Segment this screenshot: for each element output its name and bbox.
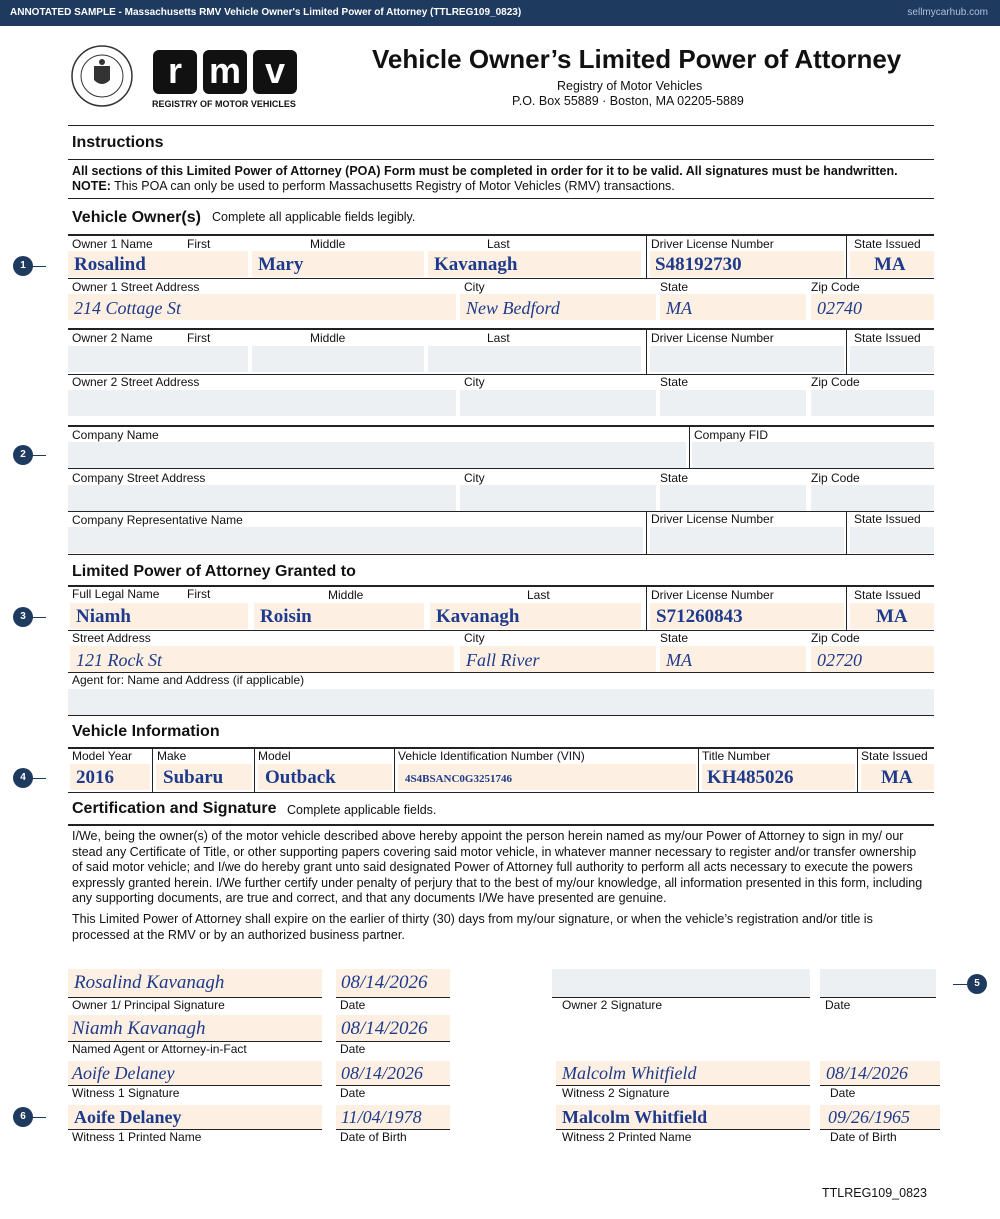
- annotation-banner: [0, 0, 1000, 26]
- instructions-note: [72, 179, 675, 193]
- vehicle-year: 2016: [76, 767, 114, 788]
- rmv-logo-v: v: [253, 50, 297, 94]
- annotation-badge-5: 5: [967, 974, 987, 994]
- owner2-middle-label: Middle: [310, 331, 346, 345]
- vehicle-heading: Vehicle Information: [72, 723, 220, 740]
- witness2-dob: 09/26/1965: [828, 1107, 911, 1127]
- owner2-city-field[interactable]: [460, 390, 656, 416]
- owner1-address-label: Owner 1 Street Address: [72, 280, 200, 294]
- annotation-badge-6: 6: [13, 1107, 33, 1127]
- vehicle-model: Outback: [265, 767, 336, 788]
- grantee-zip-label: Zip Code: [811, 631, 860, 645]
- owner2-last-field[interactable]: [428, 346, 641, 372]
- owner2-middle-field[interactable]: [252, 346, 424, 372]
- vehicle-make: Subaru: [163, 767, 224, 788]
- owner2-signature-label: Owner 2 Signature: [562, 998, 663, 1012]
- company-rep-dl-field[interactable]: [650, 527, 844, 553]
- witness1-signature-date: 08/14/2026: [341, 1063, 424, 1083]
- owner1-city-label: City: [464, 280, 485, 294]
- owner1-state-issued: MA: [874, 254, 906, 275]
- agent-date-label: Date: [340, 1042, 366, 1056]
- grantee-dl: S71260843: [656, 606, 743, 627]
- company-zip-label: Zip Code: [811, 471, 860, 485]
- agent-for-field[interactable]: [68, 689, 934, 715]
- company-rep-state-label: State Issued: [854, 512, 921, 526]
- owner2-signature-field[interactable]: [552, 969, 810, 997]
- grantee-street: 121 Rock St: [76, 650, 162, 670]
- owner2-first-label: First: [187, 331, 211, 345]
- grantee-first-label: First: [187, 587, 211, 601]
- grantee-street-label: Street Address: [72, 631, 151, 645]
- agency-name: Registry of Motor Vehicles: [557, 79, 703, 93]
- owner1-name-label: Owner 1 Name: [72, 237, 153, 251]
- grantee-last: Kavanagh: [436, 606, 520, 627]
- witness1-name-label: Witness 1 Printed Name: [72, 1130, 202, 1144]
- company-street-field[interactable]: [68, 485, 456, 511]
- owner1-dl-label: Driver License Number: [651, 237, 774, 251]
- company-name-field[interactable]: [68, 442, 686, 468]
- witness2-signature: Malcolm Whitfield: [562, 1063, 697, 1083]
- owner2-last-label: Last: [487, 331, 510, 345]
- grantee-state-issued-label: State Issued: [854, 588, 921, 602]
- owner2-first-field[interactable]: [68, 346, 248, 372]
- vehicle-make-label: Make: [157, 749, 187, 763]
- owner1-zip: 02740: [817, 298, 862, 318]
- grantee-city: Fall River: [466, 650, 540, 670]
- owner1-city: New Bedford: [466, 298, 560, 318]
- witness1-dob-label: Date of Birth: [340, 1130, 407, 1144]
- owner1-signature-date: 08/14/2026: [341, 972, 428, 993]
- owner2-date-label: Date: [825, 998, 851, 1012]
- witness2-signature-date: 08/14/2026: [826, 1063, 909, 1083]
- note-text: This POA can only be used to perform Massachusetts Registry of Motor Vehicles (RMV) transactions.: [110, 179, 675, 193]
- grantee-state-issued: MA: [876, 606, 908, 627]
- owner2-name-label: Owner 2 Name: [72, 331, 153, 345]
- grantee-state: MA: [666, 650, 692, 670]
- company-state-field[interactable]: [660, 485, 806, 511]
- form-title: Vehicle Owner’s Limited Power of Attorney: [372, 44, 902, 74]
- banner-title: ANNOTATED SAMPLE - Massachusetts RMV Vehicle Owner's Limited Power of Attorney (TTLREG109_0823): [10, 7, 522, 18]
- owner2-state-issued-label: State Issued: [854, 331, 921, 345]
- annotation-badge-1: 1: [13, 256, 33, 276]
- grantee-state-label: State: [660, 631, 689, 645]
- owner2-address-label: Owner 2 Street Address: [72, 375, 200, 389]
- note-label: NOTE:: [72, 179, 111, 193]
- owner1-middle: Mary: [258, 254, 304, 275]
- owner1-last: Kavanagh: [434, 254, 518, 275]
- owner1-state-issued-label: State Issued: [854, 237, 921, 251]
- expiration-paragraph: This Limited Power of Attorney shall expire on the earlier of thirty (30) days from my/our signature, or when the vehicle’s registration and/or title is processed at the RMV or by an authorized business partner.: [72, 912, 873, 942]
- annotation-badge-2: 2: [13, 445, 33, 465]
- owner1-signature: Rosalind Kavanagh: [74, 972, 225, 993]
- vehicle-vin-label: Vehicle Identification Number (VIN): [398, 749, 585, 763]
- banner-site: sellmycarhub.com: [907, 7, 988, 18]
- company-zip-field[interactable]: [811, 485, 934, 511]
- owner1-first-label: First: [187, 237, 211, 251]
- agent-signature-label: Named Agent or Attorney-in-Fact: [72, 1042, 247, 1056]
- company-rep-state-field[interactable]: [850, 527, 934, 553]
- grantee-middle: Roisin: [260, 606, 312, 627]
- owner2-city-label: City: [464, 375, 485, 389]
- vehicle-vin: 4S4BSANC0G3251746: [405, 773, 512, 785]
- witness2-date-label: Date: [830, 1086, 856, 1100]
- vehicle-title: KH485026: [707, 767, 794, 788]
- grantee-dl-label: Driver License Number: [651, 588, 774, 602]
- grantee-first: Niamh: [76, 606, 131, 627]
- agent-signature: Niamh Kavanagh: [72, 1018, 206, 1039]
- owner1-dl: S48192730: [655, 254, 742, 275]
- grantee-city-label: City: [464, 631, 485, 645]
- owner2-date-field[interactable]: [820, 969, 936, 997]
- owner1-signature-label: Owner 1/ Principal Signature: [72, 998, 225, 1012]
- witness2-name-label: Witness 2 Printed Name: [562, 1130, 692, 1144]
- company-rep-field[interactable]: [68, 527, 643, 553]
- witness2-printed-name: Malcolm Whitfield: [562, 1107, 708, 1127]
- owners-heading: Vehicle Owner(s): [72, 209, 201, 226]
- vehicle-title-label: Title Number: [702, 749, 771, 763]
- company-name-label: Company Name: [72, 428, 159, 442]
- owner1-state: MA: [666, 298, 692, 318]
- certification-heading: Certification and Signature: [72, 800, 277, 817]
- vehicle-year-label: Model Year: [72, 749, 133, 763]
- witness2-dob-label: Date of Birth: [830, 1130, 897, 1144]
- grantee-middle-label: Middle: [328, 588, 364, 602]
- company-rep-dl-label: Driver License Number: [651, 512, 774, 526]
- instructions-heading: Instructions: [72, 134, 164, 151]
- vehicle-state-issued-label: State Issued: [861, 749, 928, 763]
- company-fid-field[interactable]: [692, 442, 934, 468]
- witness2-signature-label: Witness 2 Signature: [562, 1086, 670, 1100]
- instructions-line1: All sections of this Limited Power of Attorney (POA) Form must be completed in order for it to be valid. All signatures must be handwritten.: [72, 164, 898, 178]
- witness1-signature: Aoife Delaney: [72, 1063, 175, 1083]
- owner1-street: 214 Cottage St: [74, 298, 181, 318]
- certification-paragraph: I/We, being the owner(s) of the motor vehicle described above hereby appoint the person herein named as my/our Power of Attorney to sign in my/ our stead any Certificate of Title, or other supporting papers covering said motor vehicle, in whatever manner necessary to register and/or transfer ownership of said motor vehicle; and I/we do hereby grant unto said designated Power of Attorney full authority to perform all acts necessary to execute the powers expressly granted herein. I/We further certify under penalty of perjury that to the best of my/our knowledge, all information presented in this form, including any supporting documents, are true and correct, and that any documents I/We have presented are genuine.: [72, 829, 923, 905]
- form-id: TTLREG109_0823: [822, 1186, 927, 1200]
- grantee-name-label: Full Legal Name: [72, 587, 160, 601]
- agency-address: P.O. Box 55889 · Boston, MA 02205-5889: [512, 94, 744, 108]
- owner1-first: Rosalind: [74, 254, 146, 275]
- certification-subheading: Complete applicable fields.: [287, 803, 437, 817]
- owner1-last-label: Last: [487, 237, 510, 251]
- grantee-heading: Limited Power of Attorney Granted to: [72, 563, 356, 580]
- grantee-last-label: Last: [527, 588, 550, 602]
- owner2-dl-field[interactable]: [650, 346, 844, 372]
- rmv-logo-caption: REGISTRY OF MOTOR VEHICLES: [152, 99, 296, 109]
- agent-signature-date: 08/14/2026: [341, 1018, 428, 1039]
- annotation-badge-4: 4: [13, 768, 33, 788]
- owner2-zip-label: Zip Code: [811, 375, 860, 389]
- rmv-logo-m: m: [203, 50, 247, 94]
- witness1-dob: 11/04/1978: [341, 1107, 422, 1127]
- owner2-state-field[interactable]: [660, 390, 806, 416]
- company-fid-label: Company FID: [694, 428, 769, 442]
- company-state-label: State: [660, 471, 689, 485]
- witness1-date-label: Date: [340, 1086, 366, 1100]
- company-rep-label: Company Representative Name: [72, 513, 243, 527]
- agent-for-label: Agent for: Name and Address (if applicable): [72, 673, 305, 687]
- owner2-state-label: State: [660, 375, 689, 389]
- vehicle-model-label: Model: [258, 749, 291, 763]
- owner1-middle-label: Middle: [310, 237, 346, 251]
- owner2-zip-field[interactable]: [811, 390, 934, 416]
- annotation-badge-3: 3: [13, 607, 33, 627]
- vehicle-state-issued: MA: [881, 767, 913, 788]
- witness1-signature-label: Witness 1 Signature: [72, 1086, 180, 1100]
- owner1-state-label: State: [660, 280, 689, 294]
- company-city-field[interactable]: [460, 485, 656, 511]
- owner2-street-field[interactable]: [68, 390, 456, 416]
- company-city-label: City: [464, 471, 485, 485]
- owners-subheading: Complete all applicable fields legibly.: [212, 210, 416, 224]
- witness1-printed-name: Aoife Delaney: [74, 1107, 182, 1127]
- owner2-state-issued-field[interactable]: [850, 346, 934, 372]
- company-address-label: Company Street Address: [72, 471, 206, 485]
- state-seal: [70, 44, 134, 108]
- owner1-date-label: Date: [340, 998, 366, 1012]
- grantee-zip: 02720: [817, 650, 862, 670]
- owner1-zip-label: Zip Code: [811, 280, 860, 294]
- rmv-logo-r: r: [153, 50, 197, 94]
- owner2-dl-label: Driver License Number: [651, 331, 774, 345]
